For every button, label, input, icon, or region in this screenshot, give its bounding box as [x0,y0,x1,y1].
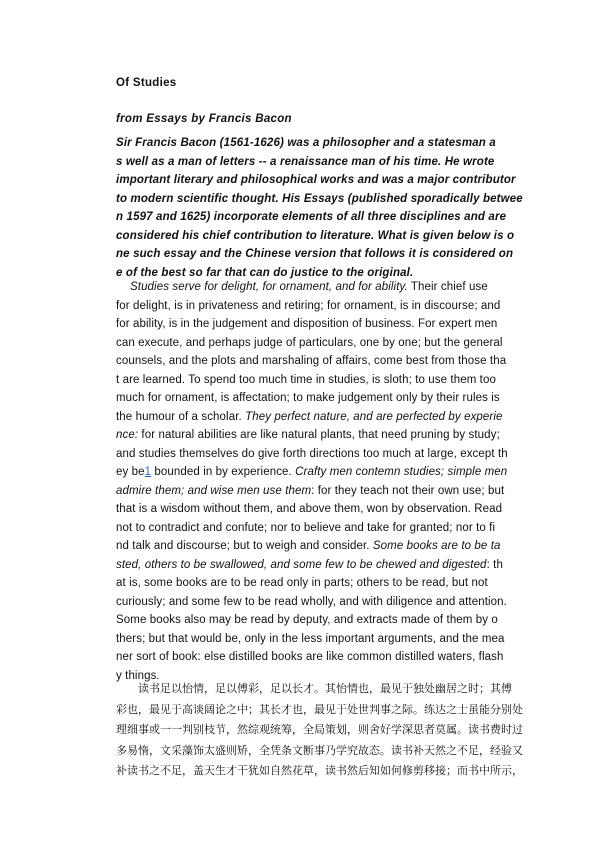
body-text: ey be [116,466,145,478]
body-line: and studies themselves do give forth directions too much at large, except th [116,447,508,460]
body-line [116,426,516,445]
body-text: for natural abilities are like natural plants, that need pruning by study; [138,429,500,441]
footnote-link[interactable]: 1 [144,466,152,478]
body-italic: admire them; and wise men use them [116,484,312,497]
body-line: ner sort of book: else distilled books are like common distilled waters, flash [116,651,504,663]
body-line [116,537,516,556]
body-line: not to contradict and confute; nor to believe and take for granted; nor to fi [116,521,496,534]
body-text: nd talk and discourse; but to weigh and consider. [116,540,373,552]
intro-line: Sir Francis Bacon (1561-1626) was a philosopher and a statesman a [116,137,496,149]
body-italic: Crafty men contemn studies; simple men [295,466,508,478]
body-line: for delight, is in privateness and retiring; for ornament, is in discourse; and [116,299,501,312]
intro-paragraph [116,134,523,282]
zh-line: 读书足以怡情，足以傅彩，足以长才。其怡情也，最见于独处幽居之时；其傅 [116,682,512,695]
essay-body [116,278,516,685]
intro-line: s well as a man of letters -- a renaissance man of his time. He wrote [116,155,495,168]
essay-subtitle: from Essays by Francis Bacon [116,113,292,125]
body-line: for ability, is in the judgement and disposition of business. For expert men [116,318,498,330]
intro-line: considered his chief contribution to literature. What is given below is o [116,229,515,242]
essay-title: Of Studies [116,77,177,89]
zh-line: 补读书之不足，盖天生才干犹如自然花草，读书然后知如何修剪移接；而书中所示， [116,764,523,777]
body-line: that is a wisdom without them, and above them, won by observation. Read [116,503,503,515]
zh-line: 彩也，最见于高谈阔论之中；其长才也，最见于处世判事之际。练达之士虽能分别处 [116,702,523,716]
body-line: t are learned. To spend too much time in studies, is sloth; to use them too [116,373,496,386]
body-line: y things. [116,669,160,682]
body-line [116,408,516,427]
body-italic: sted, others to be swallowed, and some few to be chewed and digested [116,558,487,571]
body-text: the humour of a scholar. [116,410,246,423]
body-line [116,482,516,501]
body-text: : for they teach not their own use; but [311,484,505,497]
body-line: can execute, and perhaps judge of particulars, one by one; but the general [116,336,503,349]
body-line: at is, some books are to be read only in parts; others to be read, but not [116,577,488,589]
intro-line: ne such essay and the Chinese version that follows it is considered on [116,248,514,260]
body-italic: They perfect nature, and are perfected by experie [245,410,503,423]
body-line: much for ornament, is affectation; to make judgement only by their rules is [116,392,500,404]
body-italic: nce: [116,429,139,441]
body-text: Their chief use [407,281,488,293]
zh-line: 多易惰，文采藻饰太盛则矫，全凭条文断事乃学究故态。读书补天然之不足，经验又 [116,743,523,757]
body-italic: Studies serve for delight, for ornament, and for ability. [130,281,408,293]
body-italic: Some books are to be ta [372,540,501,552]
body-line [116,556,516,575]
body-line: thers; but that would be, only in the less important arguments, and the mea [116,632,505,645]
body-line: Some books also may be read by deputy, and extracts made of them by o [116,614,498,626]
body-line [116,463,516,482]
intro-line: to modern scientific thought. His Essays (published sporadically betwee [116,192,523,205]
intro-line: e of the best so far that can do justice to the original. [116,266,414,279]
chinese-translation [116,679,523,782]
zh-line: 理细事或一一判别枝节，然综观统筹，全局策划，则舍好学深思者莫属。读书费时过 [116,723,523,736]
body-line: curiously; and some few to be read wholly, and with diligence and attention. [116,595,507,608]
body-line: counsels, and the plots and marshaling of affairs, come best from those tha [116,355,507,367]
body-line [116,278,516,297]
intro-line: important literary and philosophical works and was a major contributor [116,174,516,186]
body-text: : th [486,558,503,571]
body-text: bounded in by experience. [151,466,296,478]
intro-line: n 1597 and 1625) incorporate elements of all three disciplines and are [116,211,507,223]
